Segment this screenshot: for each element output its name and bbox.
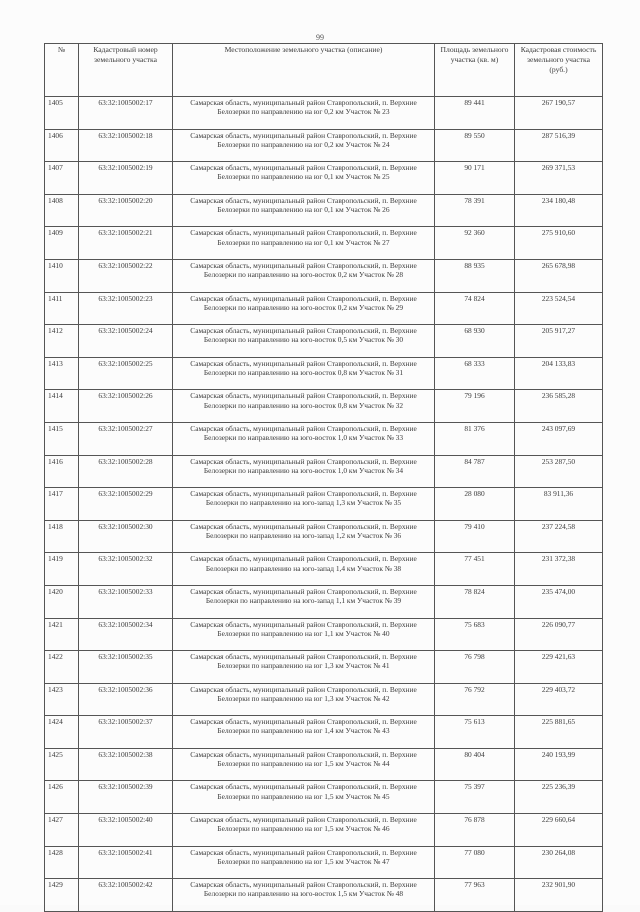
cell-cadastral-number: 63:32:1005002:29 — [79, 488, 173, 521]
cell-num: 1417 — [45, 488, 79, 521]
cell-cadastral-cost: 230 264,08 — [515, 846, 603, 879]
cell-num: 1420 — [45, 585, 79, 618]
header-cadastral-cost: Кадастровая стоимость земельного участка (руб.) — [515, 44, 603, 97]
cell-cadastral-number: 63:32:1005002:41 — [79, 846, 173, 879]
cell-area: 75 613 — [435, 716, 515, 749]
cell-location: Самарская область, муниципальный район Ставропольский, п. Верхние Белозерки по направлению на юго-восток 0,5 км Участок № 30 — [173, 325, 435, 358]
table-row — [45, 325, 603, 358]
cell-cadastral-cost: 240 193,99 — [515, 748, 603, 781]
cell-location: Самарская область, муниципальный район Ставропольский, п. Верхние Белозерки по направлению на юг 1,4 км Участок № 43 — [173, 716, 435, 749]
table-row — [45, 585, 603, 618]
cell-area: 76 798 — [435, 651, 515, 684]
cell-cadastral-number: 63:32:1005002:23 — [79, 292, 173, 325]
cell-cadastral-number: 63:32:1005002:36 — [79, 683, 173, 716]
table-row — [45, 390, 603, 423]
cell-location: Самарская область, муниципальный район Ставропольский, п. Верхние Белозерки по направлению на юго-восток 0,2 км Участок № 29 — [173, 292, 435, 325]
cell-cadastral-cost: 204 133,83 — [515, 357, 603, 390]
table-row — [45, 194, 603, 227]
cell-area: 81 376 — [435, 422, 515, 455]
cell-cadastral-number: 63:32:1005002:40 — [79, 814, 173, 847]
cell-cadastral-number: 63:32:1005002:18 — [79, 129, 173, 162]
cell-location: Самарская область, муниципальный район Ставропольский, п. Верхние Белозерки по направлению на юго-запад 1,3 км Участок № 35 — [173, 488, 435, 521]
cell-cadastral-cost: 269 371,53 — [515, 162, 603, 195]
cell-location: Самарская область, муниципальный район Ставропольский, п. Верхние Белозерки по направлению на юго-запад 1,2 км Участок № 36 — [173, 520, 435, 553]
page-number: 99 — [316, 33, 324, 42]
table-row — [45, 129, 603, 162]
cell-location: Самарская область, муниципальный район Ставропольский, п. Верхние Белозерки по направлению на юг 1,5 км Участок № 47 — [173, 846, 435, 879]
cell-area: 75 397 — [435, 781, 515, 814]
cell-cadastral-cost: 83 911,36 — [515, 488, 603, 521]
cell-area: 28 080 — [435, 488, 515, 521]
cell-cadastral-cost: 225 881,65 — [515, 716, 603, 749]
cell-area: 68 333 — [435, 357, 515, 390]
cell-cadastral-number: 63:32:1005002:17 — [79, 97, 173, 130]
cell-area: 74 824 — [435, 292, 515, 325]
cell-cadastral-number: 63:32:1005002:39 — [79, 781, 173, 814]
cell-cadastral-number: 63:32:1005002:42 — [79, 879, 173, 912]
cell-area: 88 935 — [435, 259, 515, 292]
cell-location: Самарская область, муниципальный район Ставропольский, п. Верхние Белозерки по направлению на юг 0,1 км Участок № 27 — [173, 227, 435, 260]
cell-location: Самарская область, муниципальный район Ставропольский, п. Верхние Белозерки по направлению на юго-восток 1,5 км Участок № 48 — [173, 879, 435, 912]
cell-num: 1424 — [45, 716, 79, 749]
table-row — [45, 97, 603, 130]
cell-num: 1418 — [45, 520, 79, 553]
cell-cadastral-number: 63:32:1005002:21 — [79, 227, 173, 260]
cell-num: 1422 — [45, 651, 79, 684]
cell-cadastral-cost: 225 236,39 — [515, 781, 603, 814]
table-row — [45, 488, 603, 521]
cell-num: 1406 — [45, 129, 79, 162]
cell-cadastral-number: 63:32:1005002:27 — [79, 422, 173, 455]
table-row — [45, 879, 603, 912]
cell-location: Самарская область, муниципальный район Ставропольский, п. Верхние Белозерки по направлению на юго-восток 0,2 км Участок № 28 — [173, 259, 435, 292]
table-row — [45, 748, 603, 781]
cell-cadastral-number: 63:32:1005002:28 — [79, 455, 173, 488]
cell-cadastral-number: 63:32:1005002:33 — [79, 585, 173, 618]
table-row — [45, 357, 603, 390]
cell-cadastral-number: 63:32:1005002:35 — [79, 651, 173, 684]
cell-area: 75 683 — [435, 618, 515, 651]
table-row — [45, 716, 603, 749]
cell-cadastral-cost: 275 910,60 — [515, 227, 603, 260]
cell-cadastral-number: 63:32:1005002:20 — [79, 194, 173, 227]
header-num: № — [45, 44, 79, 97]
cell-cadastral-cost: 229 421,63 — [515, 651, 603, 684]
cell-location: Самарская область, муниципальный район Ставропольский, п. Верхние Белозерки по направлению на юго-запад 1,1 км Участок № 39 — [173, 585, 435, 618]
cell-cadastral-cost: 205 917,27 — [515, 325, 603, 358]
cell-area: 77 963 — [435, 879, 515, 912]
table-row — [45, 683, 603, 716]
cell-area: 92 360 — [435, 227, 515, 260]
cell-num: 1429 — [45, 879, 79, 912]
cell-num: 1408 — [45, 194, 79, 227]
cell-cadastral-number: 63:32:1005002:19 — [79, 162, 173, 195]
cell-cadastral-number: 63:32:1005002:30 — [79, 520, 173, 553]
table-row — [45, 618, 603, 651]
cell-num: 1427 — [45, 814, 79, 847]
cell-cadastral-cost: 237 224,58 — [515, 520, 603, 553]
header-area: Площадь земельного участка (кв. м) — [435, 44, 515, 97]
cell-cadastral-cost: 253 287,50 — [515, 455, 603, 488]
table-row — [45, 162, 603, 195]
cell-num: 1412 — [45, 325, 79, 358]
cell-location: Самарская область, муниципальный район Ставропольский, п. Верхние Белозерки по направлению на юг 1,3 км Участок № 41 — [173, 651, 435, 684]
cell-num: 1428 — [45, 846, 79, 879]
cell-cadastral-number: 63:32:1005002:32 — [79, 553, 173, 586]
cell-cadastral-number: 63:32:1005002:38 — [79, 748, 173, 781]
cell-location: Самарская область, муниципальный район Ставропольский, п. Верхние Белозерки по направлению на юг 0,1 км Участок № 25 — [173, 162, 435, 195]
table-row — [45, 227, 603, 260]
cell-cadastral-cost: 232 901,90 — [515, 879, 603, 912]
cell-num: 1426 — [45, 781, 79, 814]
table-row — [45, 651, 603, 684]
cell-cadastral-cost: 243 097,69 — [515, 422, 603, 455]
cell-cadastral-cost: 265 678,98 — [515, 259, 603, 292]
cell-num: 1414 — [45, 390, 79, 423]
cell-location: Самарская область, муниципальный район Ставропольский, п. Верхние Белозерки по направлению на юг 0,1 км Участок № 26 — [173, 194, 435, 227]
header-cadastral-number: Кадастровый номер земельного участка — [79, 44, 173, 97]
cell-location: Самарская область, муниципальный район Ставропольский, п. Верхние Белозерки по направлению на юго-восток 0,8 км Участок № 32 — [173, 390, 435, 423]
cell-cadastral-cost: 229 660,64 — [515, 814, 603, 847]
cell-cadastral-cost: 287 516,39 — [515, 129, 603, 162]
cell-location: Самарская область, муниципальный район Ставропольский, п. Верхние Белозерки по направлению на юг 0,2 км Участок № 23 — [173, 97, 435, 130]
cell-num: 1421 — [45, 618, 79, 651]
cell-location: Самарская область, муниципальный район Ставропольский, п. Верхние Белозерки по направлению на юго-восток 0,8 км Участок № 31 — [173, 357, 435, 390]
cell-area: 90 171 — [435, 162, 515, 195]
cell-cadastral-number: 63:32:1005002:37 — [79, 716, 173, 749]
cell-area: 80 404 — [435, 748, 515, 781]
cell-area: 79 196 — [435, 390, 515, 423]
cell-num: 1409 — [45, 227, 79, 260]
cell-num: 1423 — [45, 683, 79, 716]
cell-area: 68 930 — [435, 325, 515, 358]
table-row — [45, 259, 603, 292]
cell-area: 77 080 — [435, 846, 515, 879]
cell-cadastral-cost: 236 585,28 — [515, 390, 603, 423]
cell-area: 78 391 — [435, 194, 515, 227]
cell-area: 89 441 — [435, 97, 515, 130]
cell-area: 79 410 — [435, 520, 515, 553]
cell-area: 89 550 — [435, 129, 515, 162]
cell-location: Самарская область, муниципальный район Ставропольский, п. Верхние Белозерки по направлению на юго-восток 1,0 км Участок № 33 — [173, 422, 435, 455]
cell-num: 1416 — [45, 455, 79, 488]
cell-cadastral-cost: 267 190,57 — [515, 97, 603, 130]
cell-num: 1405 — [45, 97, 79, 130]
cell-num: 1413 — [45, 357, 79, 390]
table-row — [45, 520, 603, 553]
table-row — [45, 455, 603, 488]
header-location: Местоположение земельного участка (описание) — [173, 44, 435, 97]
cell-location: Самарская область, муниципальный район Ставропольский, п. Верхние Белозерки по направлению на юг 1,5 км Участок № 44 — [173, 748, 435, 781]
cell-cadastral-number: 63:32:1005002:24 — [79, 325, 173, 358]
cell-location: Самарская область, муниципальный район Ставропольский, п. Верхние Белозерки по направлению на юго-восток 1,0 км Участок № 34 — [173, 455, 435, 488]
cell-area: 76 792 — [435, 683, 515, 716]
cell-cadastral-cost: 234 180,48 — [515, 194, 603, 227]
cell-cadastral-cost: 231 372,38 — [515, 553, 603, 586]
cell-area: 76 878 — [435, 814, 515, 847]
cell-cadastral-number: 63:32:1005002:25 — [79, 357, 173, 390]
table-row — [45, 781, 603, 814]
cell-area: 84 787 — [435, 455, 515, 488]
table-row — [45, 292, 603, 325]
cell-num: 1419 — [45, 553, 79, 586]
cell-cadastral-cost: 223 524,54 — [515, 292, 603, 325]
cell-cadastral-number: 63:32:1005002:26 — [79, 390, 173, 423]
cell-location: Самарская область, муниципальный район Ставропольский, п. Верхние Белозерки по направлению на юг 1,5 км Участок № 46 — [173, 814, 435, 847]
cell-location: Самарская область, муниципальный район Ставропольский, п. Верхние Белозерки по направлению на юг 0,2 км Участок № 24 — [173, 129, 435, 162]
cell-num: 1407 — [45, 162, 79, 195]
land-plots-table — [44, 43, 603, 912]
cell-area: 77 451 — [435, 553, 515, 586]
cell-location: Самарская область, муниципальный район Ставропольский, п. Верхние Белозерки по направлению на юг 1,5 км Участок № 45 — [173, 781, 435, 814]
table-row — [45, 553, 603, 586]
table-row — [45, 846, 603, 879]
cell-cadastral-number: 63:32:1005002:22 — [79, 259, 173, 292]
table-row — [45, 422, 603, 455]
cell-num: 1425 — [45, 748, 79, 781]
cell-area: 78 824 — [435, 585, 515, 618]
table-header-row — [45, 44, 603, 97]
cell-location: Самарская область, муниципальный район Ставропольский, п. Верхние Белозерки по направлению на юг 1,3 км Участок № 42 — [173, 683, 435, 716]
cell-location: Самарская область, муниципальный район Ставропольский, п. Верхние Белозерки по направлению на юго-запад 1,4 км Участок № 38 — [173, 553, 435, 586]
table-body — [45, 97, 603, 912]
table-row — [45, 814, 603, 847]
cell-num: 1410 — [45, 259, 79, 292]
cell-cadastral-number: 63:32:1005002:34 — [79, 618, 173, 651]
cell-num: 1415 — [45, 422, 79, 455]
cell-cadastral-cost: 235 474,00 — [515, 585, 603, 618]
cell-location: Самарская область, муниципальный район Ставропольский, п. Верхние Белозерки по направлению на юг 1,1 км Участок № 40 — [173, 618, 435, 651]
cell-num: 1411 — [45, 292, 79, 325]
cell-cadastral-cost: 226 090,77 — [515, 618, 603, 651]
cell-cadastral-cost: 229 403,72 — [515, 683, 603, 716]
